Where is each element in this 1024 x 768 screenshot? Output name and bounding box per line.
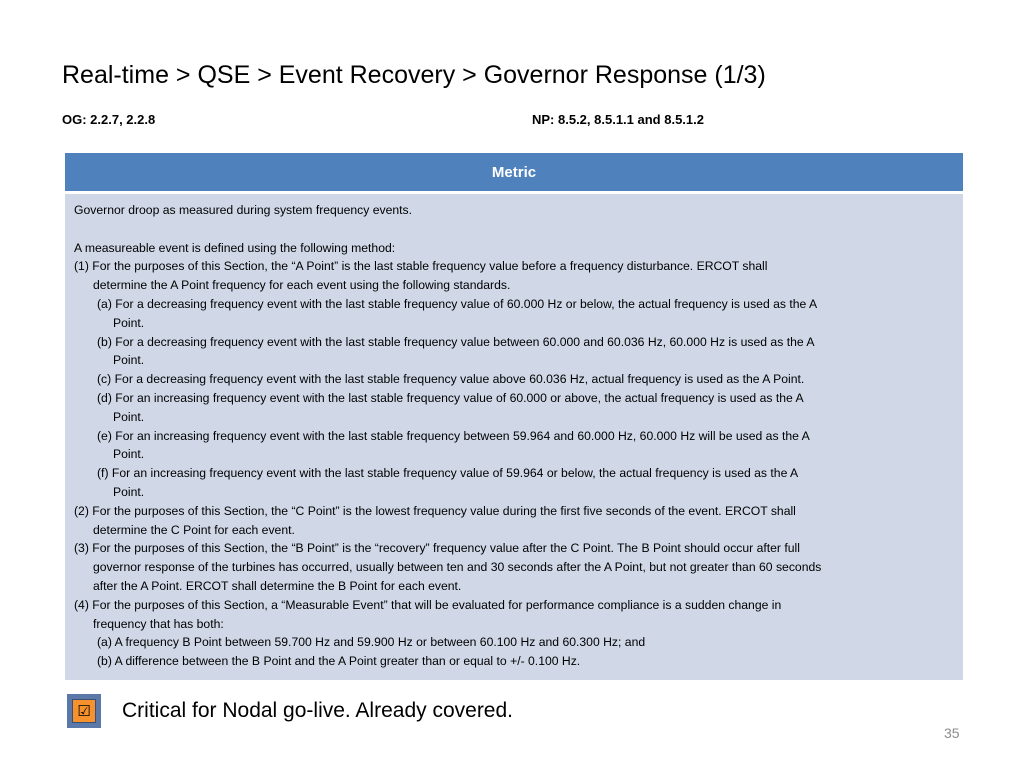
- page-number: 35: [944, 725, 960, 741]
- table-header-label: Metric: [491, 163, 537, 181]
- metric-line: (c) For a decreasing frequency event with the last stable frequency value above 60.036 Hz, actual frequency is used as the A Point.: [97, 372, 805, 387]
- metric-line: (4) For the purposes of this Section, a “Measurable Event” that will be evaluated for performance compliance is a sudden change in: [74, 597, 782, 612]
- og-reference: OG: 2.2.7, 2.2.8: [62, 112, 156, 127]
- metric-line: Point.: [113, 409, 145, 424]
- metric-line: Point.: [113, 353, 145, 368]
- table-body: [65, 194, 963, 680]
- metric-line: determine the C Point for each event.: [93, 522, 295, 537]
- status-note: Critical for Nodal go-live. Already covered.: [122, 699, 514, 722]
- np-reference: NP: 8.5.2, 8.5.1.1 and 8.5.1.2: [532, 112, 704, 127]
- metric-table: [64, 152, 964, 682]
- metric-line: (3) For the purposes of this Section, the “B Point” is the “recovery” frequency value after the C Point. The B Point should occur after full: [74, 541, 800, 556]
- metric-line: (b) A difference between the B Point and the A Point greater than or equal to +/- 0.100 Hz.: [97, 654, 581, 669]
- metric-line: (e) For an increasing frequency event with the last stable frequency between 59.964 and 60.000 Hz, 60.000 Hz will be used as the A: [97, 428, 810, 443]
- slide-title: Real-time > QSE > Event Recovery > Governor Response (1/3): [62, 61, 766, 89]
- metric-line: (2) For the purposes of this Section, the “C Point” is the lowest frequency value during the first five seconds of the event. ERCOT shall: [74, 503, 796, 518]
- metric-line: (a) A frequency B Point between 59.700 Hz and 59.900 Hz or between 60.100 Hz and 60.300 Hz; and: [97, 635, 646, 650]
- blank-line: [74, 220, 953, 239]
- metric-line: (f) For an increasing frequency event with the last stable frequency value of 59.964 or below, the actual frequency is used as the A: [97, 466, 799, 481]
- table-header: [65, 153, 963, 194]
- metric-line: Point.: [113, 447, 145, 462]
- metric-line: (b) For a decreasing frequency event with the last stable frequency value between 60.000 and 60.036 Hz, 60.000 Hz is used as the A: [97, 334, 815, 349]
- metric-line: Point.: [113, 315, 145, 330]
- metric-line: determine the A Point frequency for each event using the following standards.: [93, 278, 511, 293]
- metric-line: frequency that has both:: [93, 616, 224, 631]
- metric-line: governor response of the turbines has occurred, usually between ten and 30 seconds after the A Point, but not greater than 60 seconds: [93, 560, 822, 575]
- metric-line: (1) For the purposes of this Section, the “A Point” is the last stable frequency value before a frequency disturbance. ERCOT shall: [74, 259, 768, 274]
- metric-line: (d) For an increasing frequency event with the last stable frequency value of 60.000 or above, the actual frequency is used as the A: [97, 390, 804, 405]
- metric-line: after the A Point. ERCOT shall determine the B Point for each event.: [93, 578, 462, 593]
- metric-line: A measureable event is defined using the following method:: [74, 240, 396, 255]
- metric-line: Point.: [113, 484, 145, 499]
- checkbox-icon: [67, 694, 101, 728]
- metric-line: (a) For a decreasing frequency event with the last stable frequency value of 60.000 Hz or below, the actual frequency is used as the A: [97, 296, 818, 311]
- metric-line: Governor droop as measured during system frequency events.: [74, 203, 413, 217]
- checkmark-icon: ☑: [72, 699, 96, 723]
